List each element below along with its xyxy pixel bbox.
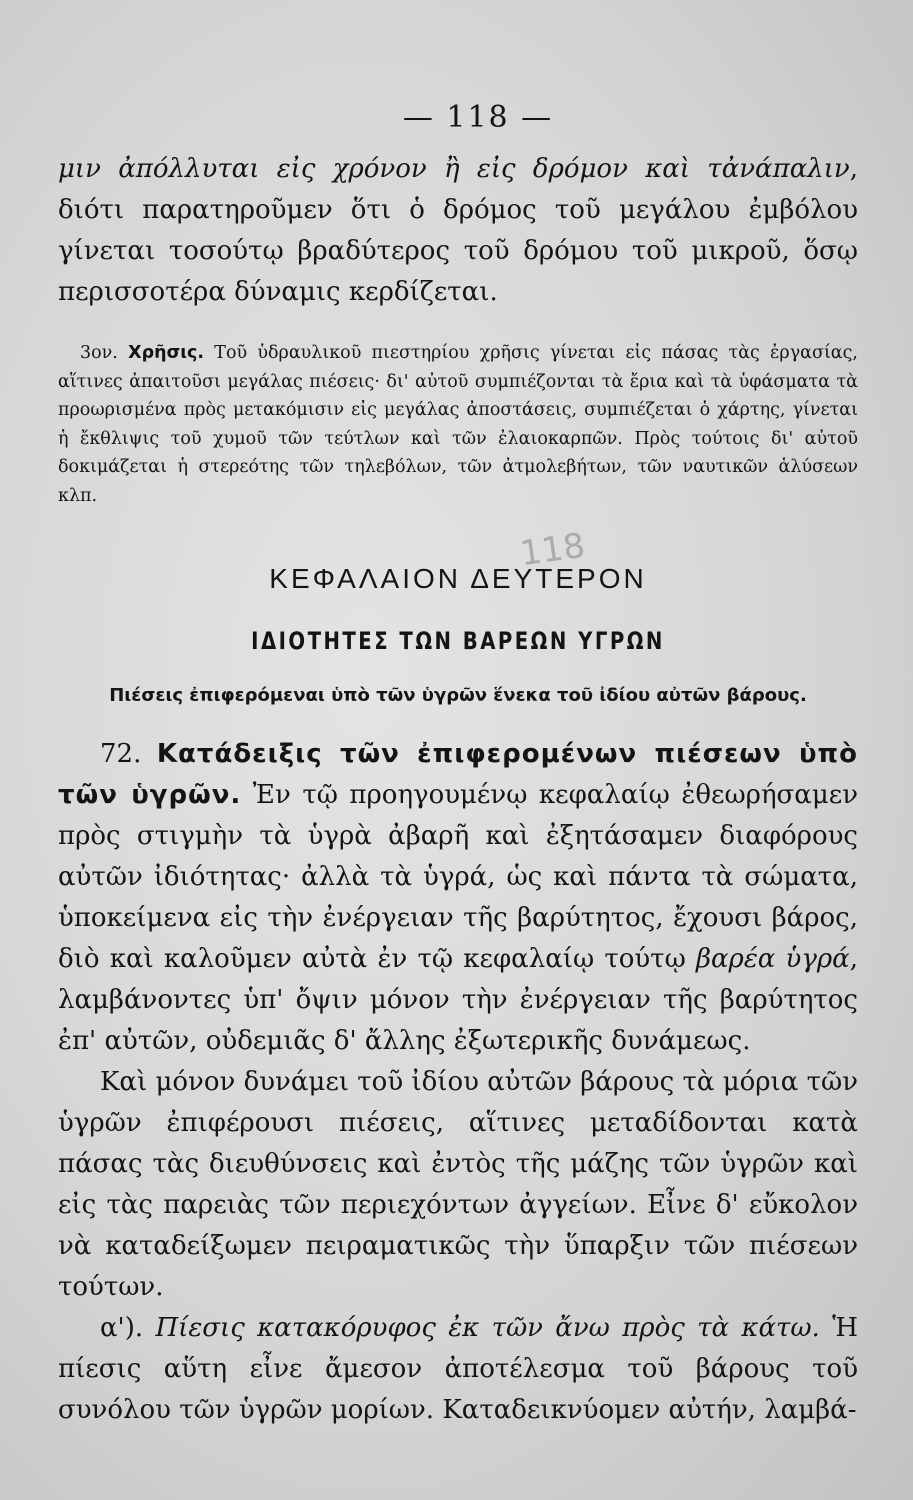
intro-italic-text: μιν ἀπόλλυται εἰς χρόνον ἢ εἰς δρόμον καὶ τἀνάπαλιν xyxy=(58,154,850,184)
paragraph-pressures: Καὶ μόνον δυνάμει τοῦ ἰδίου αὐτῶν βάρους τὰ μόρια τῶν ὑγρῶν ἐπιφέρουσι πιέσεις, αἵτινες μεταδίδονται κατὰ πάσας τὰς διευθύνσεις καὶ ἐντὸς τῆς μάζης τῶν ὑγρῶν καὶ εἰς τὰς παρειὰς τῶν περιεχόντων ἀγγείων. Εἶνε δ' εὔκολον νὰ καταδείξωμεν πειραματικῶς τὴν ὕπαρξιν τῶν πιέσεων τούτων. xyxy=(58,1067,858,1302)
section-text-b: , λαμβάνοντες ὑπ' ὄψιν μόνον τὴν ἐνέργειαν τῆς βαρύτητος ἐπ' αὐτῶν, οὐδεμιᾶς δ' ἄλλης ἐξωτερικῆς δυνάμεως. xyxy=(58,944,858,1056)
section-72-paragraph xyxy=(58,734,858,1062)
item-italic-heading: Πίεσις κατακόρυφος ἐκ τῶν ἄνω πρὸς τὰ κάτω. xyxy=(143,1313,820,1343)
chapter-subtitle: ΙΔΙΟΤΗΤΕΣ ΤΩΝ ΒΑΡΕΩΝ ΥΓΡΩΝ xyxy=(251,627,665,655)
page-number: — 118 — xyxy=(402,100,554,135)
intro-text: , διότι παρατηροῦμεν ὅτι ὁ δρόμος τοῦ μεγάλου ἐμβόλου γίνεται τοσούτῳ βραδύτερος τοῦ δρόμου τοῦ μικροῦ, ὅσῳ περισσοτέρα δύναμις κερδίζεται. xyxy=(58,154,858,307)
section-number: 72. xyxy=(100,739,142,769)
intro-paragraph xyxy=(58,149,858,313)
note-number: 3ον. xyxy=(80,343,118,363)
chapter-title: ΚΕΦΑΛΑΙΟΝ ΔΕΥΤΕΡΟΝ xyxy=(269,563,647,594)
note-heading: Χρῆσις. xyxy=(128,343,205,363)
handwritten-pencil-mark: 118 xyxy=(517,525,588,575)
section-caption: Πιέσεις ἐπιφερόμεναι ὑπὸ τῶν ὑγρῶν ἕνεκα τοῦ ἰδίου αὐτῶν βάρους. xyxy=(109,685,807,706)
note-text: Τοῦ ὑδραυλικοῦ πιεστηρίου χρῆσις γίνεται εἰς πάσας τὰς ἐργασίας, αἵτινες ἀπαιτοῦσι μεγάλας πιέσεις· δι' αὐτοῦ συμπιέζονται τὰ ἔρια καὶ τὰ ὑφάσματα τὰ προωρισμένα πρὸς μετακόμισιν εἰς μεγάλας ἀποστάσεις, συμπιέζεται ὁ χάρτης, γίνεται ἡ ἔκθλιψις τοῦ χυμοῦ τῶν τεύτλων καὶ τῶν ἐλαιοκαρπῶν. Πρὸς τούτοις δι' αὐτοῦ δοκιμάζεται ἡ στερεότης τῶν τηλεβόλων, τῶν ἀτμολεβήτων, τῶν ναυτικῶν ἁλύσεων κλπ. xyxy=(58,343,858,506)
section-italic-term: βαρέα ὑγρά xyxy=(695,944,850,974)
usage-note xyxy=(58,339,858,510)
section-heading: Κατάδειξις τῶν ἐπιφερομένων πιέσεων ὑπὸ τῶν ὑγρῶν. xyxy=(58,739,858,810)
section-text-a: Ἐν τῷ προηγουμένῳ κεφαλαίῳ ἐθεωρήσαμεν πρὸς στιγμὴν τὰ ὑγρὰ ἀβαρῆ καὶ ἐξητάσαμεν διαφόρους αὐτῶν ἰδιότητας· ἀλλὰ τὰ ὑγρά, ὡς καὶ πάντα τὰ σώματα, ὑποκείμενα εἰς τὴν ἐνέργειαν τῆς βαρύτητος, ἔχουσι βάρος, διὸ καὶ καλοῦμεν αὐτὰ ἐν τῷ κεφαλαίῳ τούτῳ xyxy=(58,780,858,974)
paragraph-vertical-pressure xyxy=(58,1308,858,1431)
item-text: Ἡ πίεσις αὕτη εἶνε ἄμεσον ἀποτέλεσμα τοῦ βάρους τοῦ συνόλου τῶν ὑγρῶν μορίων. Καταδεικνύομεν αὐτήν, λαμβά- xyxy=(58,1313,858,1425)
book-page xyxy=(58,100,858,1431)
item-label: α'). xyxy=(100,1313,144,1343)
